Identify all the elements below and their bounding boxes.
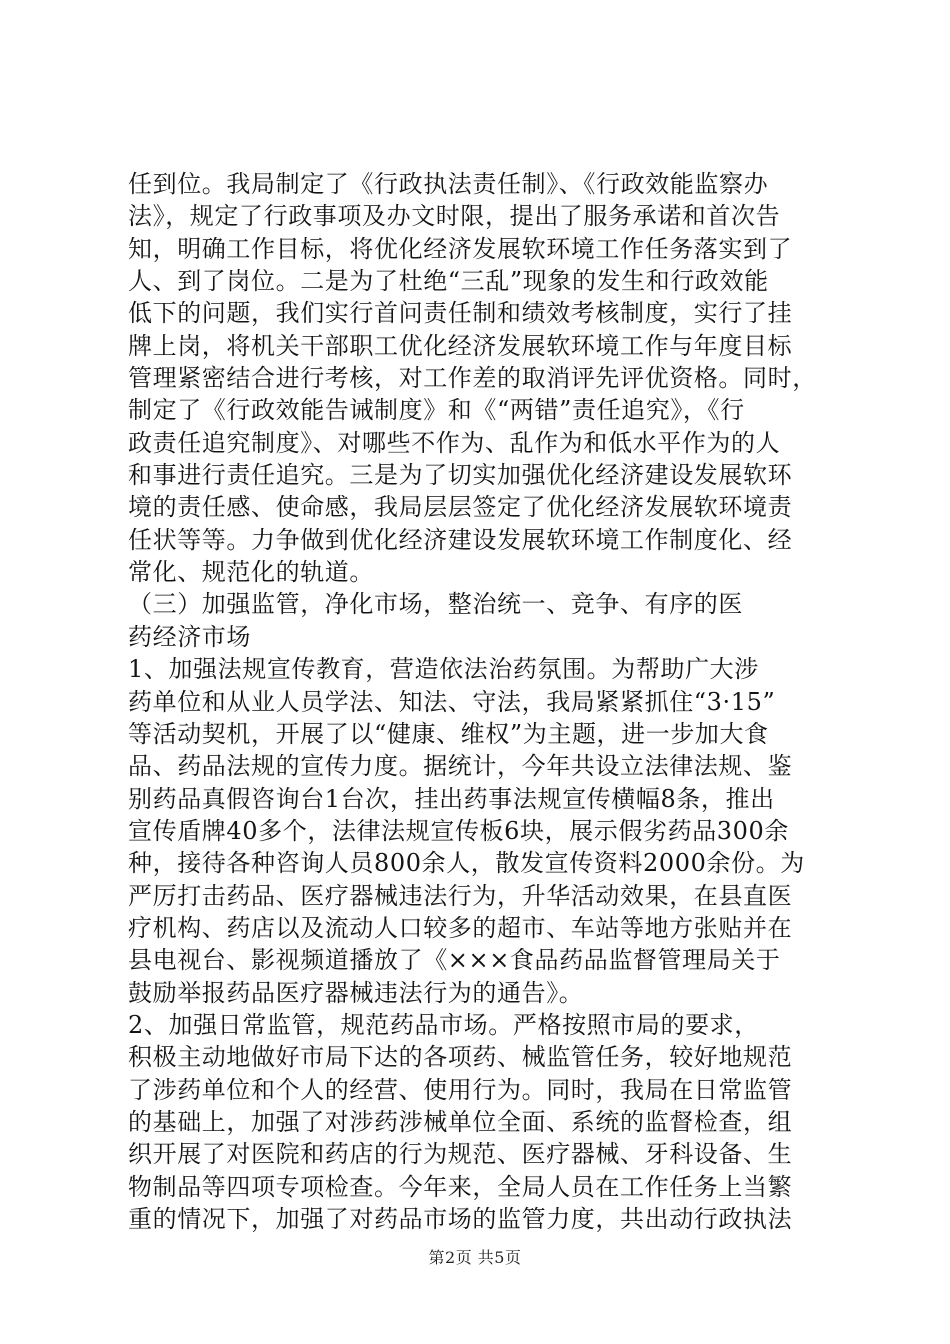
text-line: 政责任追究制度》、对哪些不作为、乱作为和低水平作为的人 <box>128 428 781 457</box>
body-text <box>128 168 828 1235</box>
page-footer: 第2页 共5页 <box>428 1248 522 1267</box>
text-line: 县电视台、影视频道播放了《×××食品药品监督管理局关于 <box>128 946 781 975</box>
text-line: 了涉药单位和个人的经营、使用行为。同时，我局在日常监管 <box>128 1075 793 1104</box>
text-line: 药单位和从业人员学法、知法、守法，我局紧紧抓住“3·15” <box>128 687 776 716</box>
text-line: 疗机构、药店以及流动人口较多的超市、车站等地方张贴并在 <box>128 913 793 942</box>
text-line: 制定了《行政效能告诫制度》和《“两错”责任追究》，《行 <box>128 396 745 425</box>
text-line: 管理紧密结合进行考核，对工作差的取消评先评优资格。同时， <box>128 364 817 393</box>
text-line: 境的责任感、使命感，我局层层签定了优化经济发展软环境责 <box>128 493 793 522</box>
text-line: 织开展了对医院和药店的行为规范、医疗器械、牙科设备、生 <box>128 1140 793 1169</box>
text-line: 1、加强法规宣传教育，营造依法治药氛围。为帮助广大涉 <box>128 655 759 684</box>
text-line: 宣传盾牌40多个，法律法规宣传板6块，展示假劣药品300余 <box>128 816 790 845</box>
text-line: 法》，规定了行政事项及办文时限，提出了服务承诺和首次告 <box>128 202 781 231</box>
text-line: 2、加强日常监管，规范药品市场。严格按照市局的要求， <box>128 1010 759 1039</box>
text-line: 任状等等。力争做到优化经济建设发展软环境工作制度化、经 <box>128 525 793 554</box>
text-line: 严厉打击药品、医疗器械违法行为，升华活动效果，在县直医 <box>128 881 793 910</box>
text-line: 任到位。我局制定了《行政执法责任制》、《行政效能监察办 <box>128 170 769 198</box>
text-line: 和事进行责任追究。三是为了切实加强优化经济建设发展软环 <box>128 461 793 490</box>
text-line: 等活动契机，开展了以“健康、维权”为主题，进一步加大食 <box>128 719 769 748</box>
text-line: （三）加强监管，净化市场，整治统一、竞争、有序的医 <box>128 590 743 619</box>
text-line: 别药品真假咨询台1台次，挂出药事法规宣传横幅8条，推出 <box>128 784 775 813</box>
text-line: 药经济市场 <box>128 622 251 651</box>
text-line: 鼓励举报药品医疗器械违法行为的通告》。 <box>128 978 584 1007</box>
text-line: 低下的问题，我们实行首问责任制和绩效考核制度，实行了挂 <box>128 299 793 328</box>
text-line: 品、药品法规的宣传力度。据统计，今年共设立法律法规、鉴 <box>128 752 793 781</box>
text-line: 物制品等四项专项检查。今年来，全局人员在工作任务上当繁 <box>128 1172 793 1201</box>
text-line: 的基础上，加强了对涉药涉械单位全面、系统的监督检查，组 <box>128 1107 793 1136</box>
text-line: 种，接待各种咨询人员800余人，散发宣传资料2000余份。为 <box>128 849 805 878</box>
text-line: 知，明确工作目标，将优化经济发展软环境工作任务落实到了 <box>128 234 793 263</box>
text-line: 积极主动地做好市局下达的各项药、械监管任务，较好地规范 <box>128 1043 793 1072</box>
text-line: 牌上岗，将机关干部职工优化经济发展软环境工作与年度目标 <box>128 331 793 360</box>
text-line: 重的情况下，加强了对药品市场的监管力度，共出动行政执法 <box>128 1205 793 1233</box>
text-line: 人、到了岗位。二是为了杜绝“三乱”现象的发生和行政效能 <box>128 267 769 296</box>
text-line: 常化、规范化的轨道。 <box>128 558 374 587</box>
